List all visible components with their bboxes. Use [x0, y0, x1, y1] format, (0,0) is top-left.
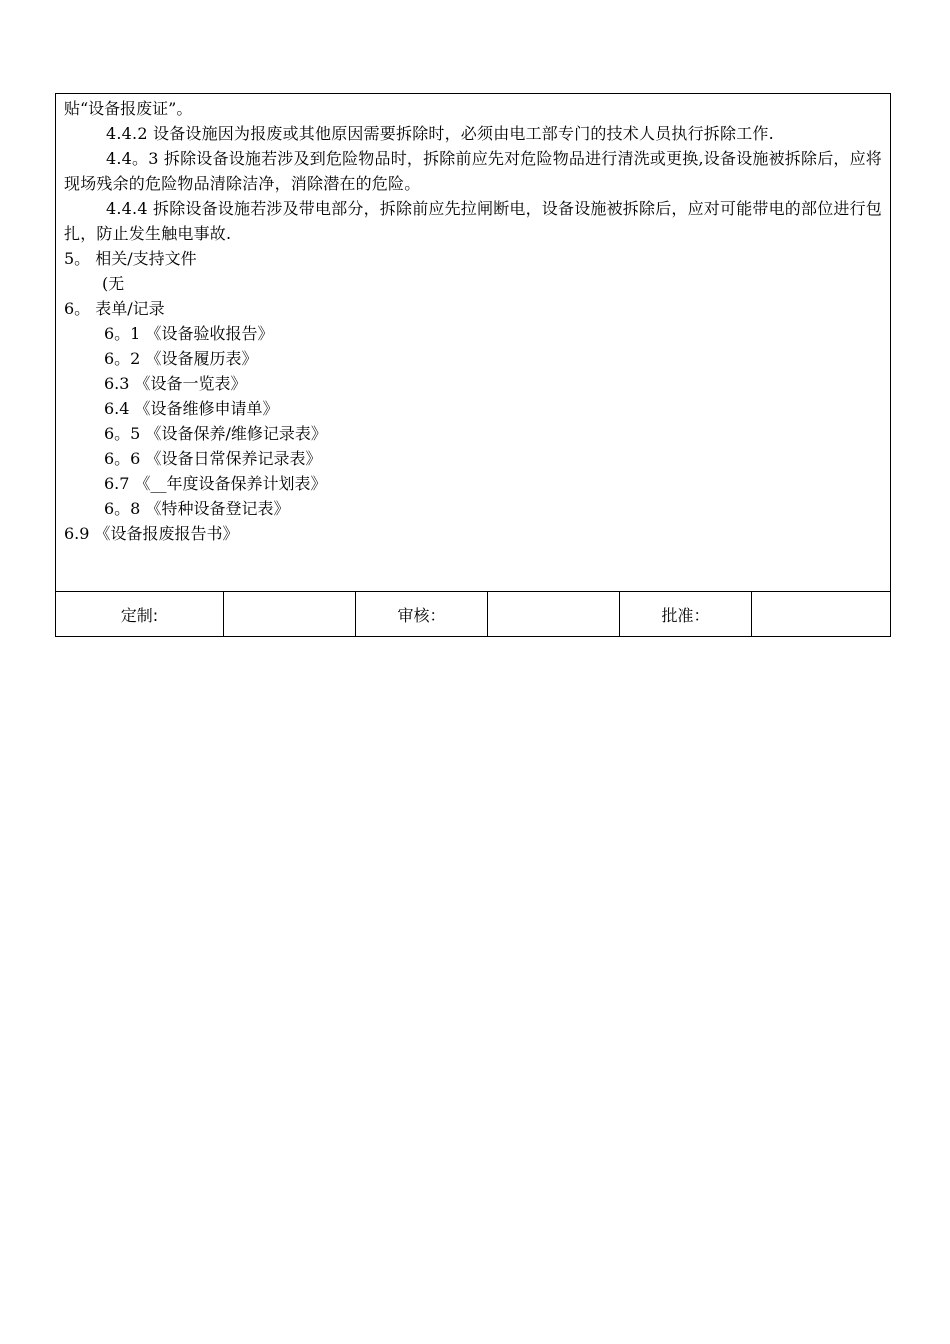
- text-line: 贴“设备报废证”。: [64, 99, 193, 118]
- list-item: 6。2 《设备履历表》: [104, 349, 258, 368]
- made-by-label: 定制:: [56, 592, 224, 636]
- section-heading-6: 6。 表单/记录: [64, 299, 165, 318]
- list-item: 6。5 《设备保养/维修记录表》: [104, 424, 327, 443]
- list-item: 6.4 《设备维修申请单》: [104, 399, 279, 418]
- list-item: 6.9 《设备报废报告书》: [64, 524, 239, 543]
- list-item: 6。1 《设备验收报告》: [104, 324, 274, 343]
- made-by-field[interactable]: [224, 592, 356, 636]
- reviewed-by-label: 审核：: [356, 592, 488, 636]
- document-table: [55, 93, 891, 637]
- reviewed-by-field[interactable]: [488, 592, 620, 636]
- list-item: 6.7 《__年度设备保养计划表》: [104, 474, 327, 493]
- list-item: 6。8 《特种设备登记表》: [104, 499, 290, 518]
- approved-by-field[interactable]: [752, 592, 890, 636]
- paragraph-4-4-4: 4.4.4 拆除设备设施若涉及带电部分，拆除前应先拉闸断电，设备设施被拆除后，应对可能带电的部位进行包扎，防止发生触电事故.: [64, 199, 882, 243]
- signature-row: [56, 591, 890, 636]
- paragraph-4-4-3: 4.4。3 拆除设备设施若涉及到危险物品时，拆除前应先对危险物品进行清洗或更换,设备设施被拆除后，应将现场残余的危险物品清除洁净，消除潜在的危险。: [64, 149, 882, 193]
- text-line: (无: [102, 274, 125, 293]
- document-content: [64, 96, 882, 546]
- list-item: 6.3 《设备一览表》: [104, 374, 247, 393]
- section-heading-5: 5。 相关/支持文件: [64, 249, 197, 268]
- list-item: 6。6 《设备日常保养记录表》: [104, 449, 322, 468]
- approved-by-label: 批准：: [620, 592, 752, 636]
- paragraph-4-4-2: 4.4.2 设备设施因为报废或其他原因需要拆除时，必须由电工部专门的技术人员执行拆除工作.: [106, 124, 774, 143]
